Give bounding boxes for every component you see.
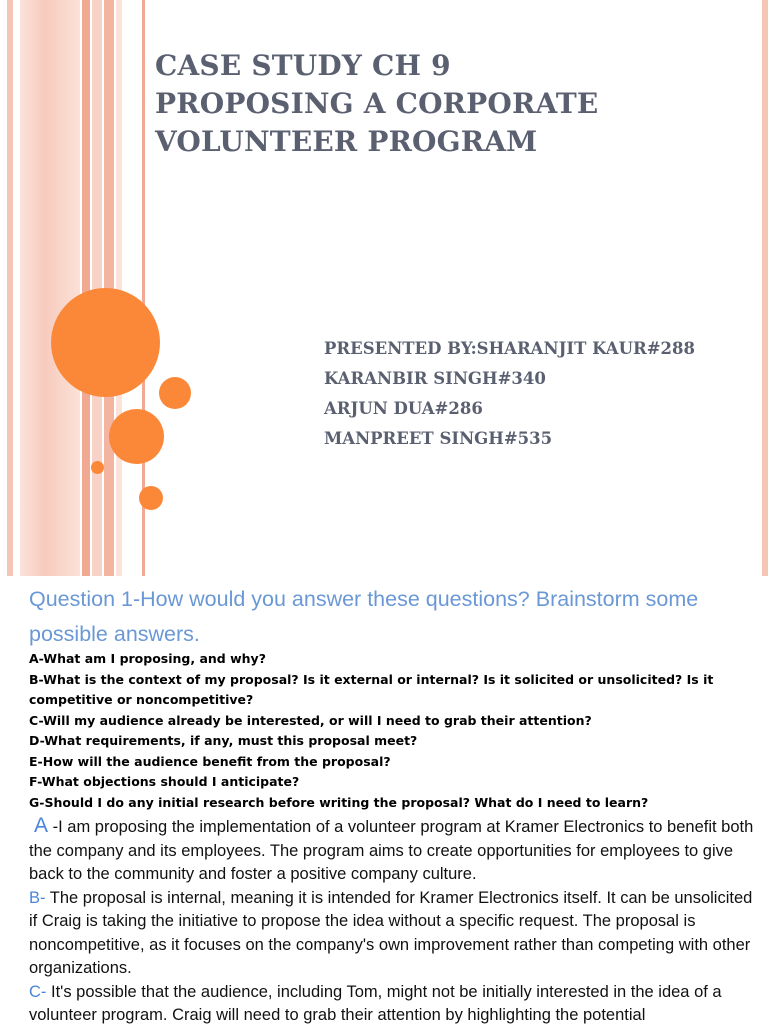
answer-paragraph	[29, 981, 759, 1024]
answer-paragraph	[29, 814, 759, 887]
answer-list	[29, 814, 759, 1024]
question-item: E-How will the audience benefit from the proposal?	[29, 753, 391, 769]
title-line: VOLUNTEER PROGRAM	[155, 125, 538, 158]
decorative-stripe	[762, 0, 768, 576]
presenter-line: ARJUN DUA#286	[324, 399, 483, 418]
question-item: A-What am I proposing, and why?	[29, 651, 266, 666]
decorative-stripe	[82, 0, 90, 576]
decorative-circle-large	[51, 288, 160, 397]
question-heading: Question 1-How would you answer these questions? Brainstorm some possible answers.	[29, 587, 699, 646]
question-item: F-What objections should I anticipate?	[29, 774, 300, 789]
question-item: C-Will my audience already be interested, or will I need to grab their attention?	[29, 712, 592, 728]
answer-paragraph	[29, 887, 759, 981]
answer-letter: C-	[29, 982, 47, 1001]
answer-text: It's possible that the audience, including Tom, might not be initially interested in the idea of a volunteer program. Craig will need to grab their attention by highlighting the potential	[29, 982, 722, 1024]
question-item: D-What requirements, if any, must this proposal meet?	[29, 733, 418, 748]
decorative-circle	[109, 409, 164, 464]
presenter-line: PRESENTED BY:SHARANJIT KAUR#288	[324, 339, 695, 358]
answer-letter: A	[34, 814, 49, 837]
title-line: CASE STUDY CH 9	[155, 49, 451, 82]
answer-letter: B-	[29, 888, 46, 907]
slide-title	[155, 47, 715, 161]
presenter-line: KARANBIR SINGH#340	[324, 369, 546, 388]
title-line: PROPOSING A CORPORATE	[155, 87, 599, 120]
decorative-circle	[139, 486, 163, 510]
decorative-stripe	[116, 0, 122, 576]
answer-text: -I am proposing the implementation of a volunteer program at Kramer Electronics to benefit both the company and its employees. The program aims to create opportunities for employees to give back to the community and foster a positive company culture.	[29, 818, 754, 883]
question-list	[29, 649, 759, 813]
decorative-circle	[159, 377, 191, 409]
decorative-stripe	[7, 0, 13, 576]
question-item: B-What is the context of my proposal? Is it external or internal? Is it solicited or unsolicited? Is it	[29, 671, 714, 687]
question-page	[0, 576, 768, 1024]
question-item: G-Should I do any initial research before writing the proposal? What do I need to learn?	[29, 794, 649, 810]
answer-text: The proposal is internal, meaning it is intended for Kramer Electronics itself. It can be unsolicited if Craig is taking the initiative to propose the idea without a specific request. The proposal is noncompetitive, as it focuses on the company's own improvement rather than competing with other organizations.	[29, 888, 753, 977]
presenter-line: MANPREET SINGH#535	[324, 429, 553, 448]
question-item: competitive or noncompetitive?	[29, 692, 254, 707]
decorative-stripe	[20, 0, 80, 576]
presenter-list	[324, 334, 695, 454]
decorative-circle-tiny	[91, 461, 104, 474]
